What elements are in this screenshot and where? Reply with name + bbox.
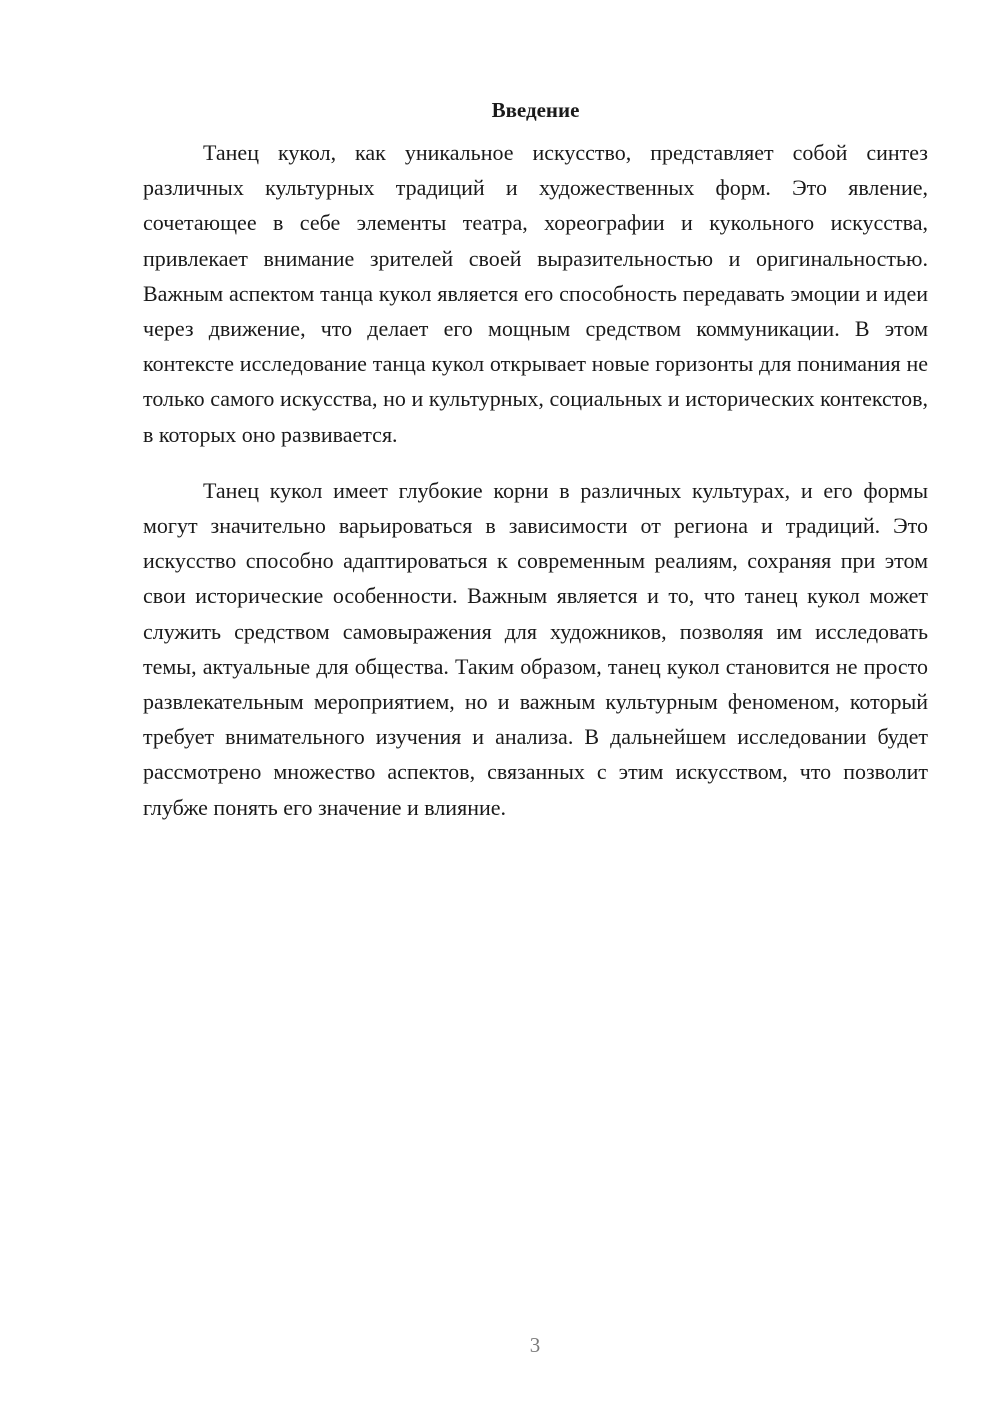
- paragraph-2: Танец кукол имеет глубокие корни в различных культурах, и его формы могут значительно варьироваться в зависимости от региона и традиций. Это искусство способно адаптироваться к современным реалиям, сохраняя при этом свои исторические особенности. Важным является и то, что танец кукол может служить средством самовыражения для художников, позволяя им исследовать темы, актуальные для общества. Таким образом, танец кукол становится не просто развлекательным мероприятием, но и важным культурным феноменом, который требует внимательного изучения и анализа. В дальнейшем исследовании будет рассмотрено множество аспектов, связанных с этим искусством, что позволит глубже понять его значение и влияние.: [143, 477, 928, 820]
- section-heading: Введение: [491, 98, 580, 122]
- paragraph-1: Танец кукол, как уникальное искусство, представляет собой синтез различных культурных традиций и художественных форм. Это явление, сочетающее в себе элементы театра, хореографии и кукольного искусства, привлекает внимание зрителей своей выразительностью и оригинальностью. Важным аспектом танца кукол является его способность передавать эмоции и идеи через движение, что делает его мощным средством коммуникации. В этом контексте исследование танца кукол открывает новые горизонты для понимания не только самого искусства, но и культурных, социальных и исторических контекстов, в которых оно развивается.: [143, 140, 928, 447]
- page-content: [143, 95, 928, 825]
- page-number: 3: [529, 1333, 541, 1357]
